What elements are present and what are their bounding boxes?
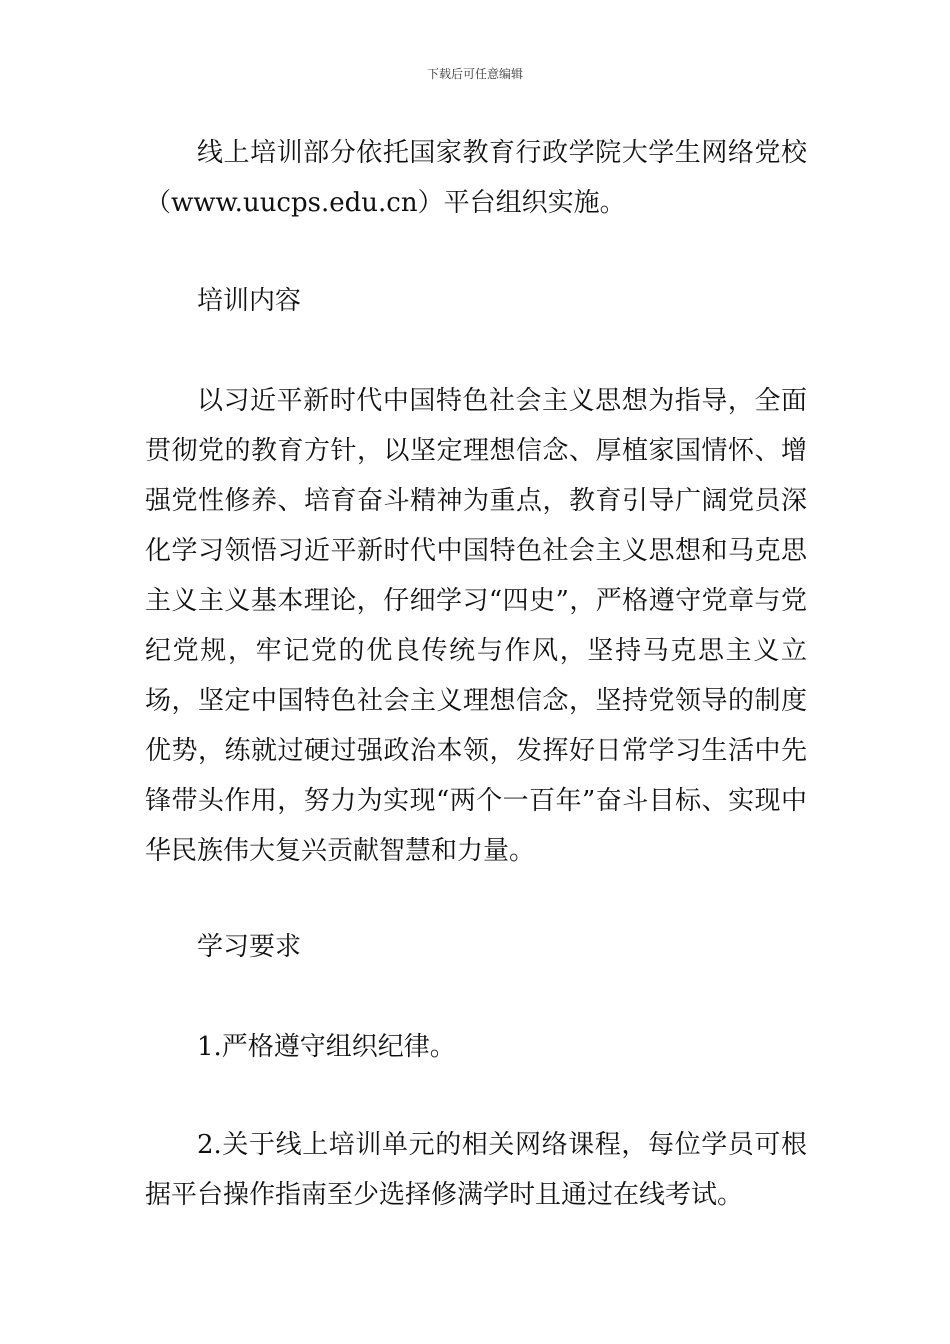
heading-training-content: 培训内容 (197, 286, 302, 316)
list-item-online-courses: 2.关于线上培训单元的相关网络课程，每位学员可根据平台操作指南至少选择修满学时且通过在线考试。 (145, 1130, 807, 1210)
heading-study-requirements: 学习要求 (197, 932, 302, 962)
list-item-discipline: 1.严格遵守组织纪律。 (197, 1032, 456, 1062)
paragraph-training-content: 以习近平新时代中国特色社会主义思想为指导，全面贯彻党的教育方针，以坚定理想信念、厚植家国情怀、增强党性修养、培育奋斗精神为重点，教育引导广阔党员深化学习领悟习近平新时代中国特色社会主义思想和马克思主义主义基本理论，仔细学习“四史”，严格遵守党章与党纪党规，牢记党的优良传统与作风，坚持马克思主义立场，坚定中国特色社会主义理想信念，坚持党领导的制度优势，练就过硬过强政治本领，发挥好日常学习生活中先锋带头作用，努力为实现“两个一百年”奋斗目标、实现中华民族伟大复兴贡献智慧和力量。 (145, 386, 807, 866)
page-header-note: 下载后可任意编辑 (426, 67, 523, 81)
paragraph-platform: 线上培训部分依托国家教育行政学院大学生网络党校（www.uucps.edu.cn）平台组织实施。 (145, 138, 807, 218)
